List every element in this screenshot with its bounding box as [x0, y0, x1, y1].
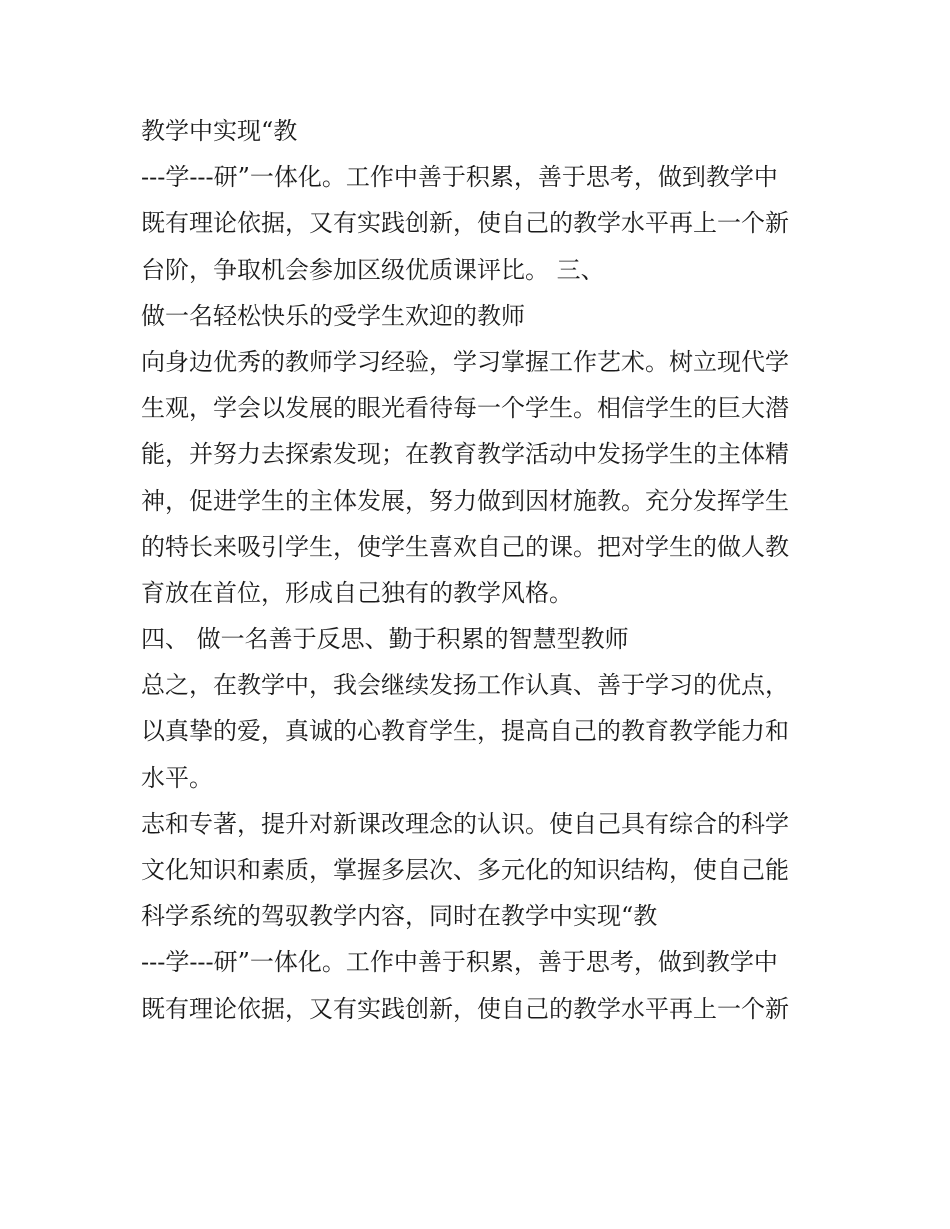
text-line: 科学系统的驾驭教学内容，同时在教学中实现“教 [141, 902, 658, 931]
text-line: 生观，学会以发展的眼光看待每一个学生。相信学生的巨大潜 [141, 394, 789, 423]
section-heading: 做一名轻松快乐的受学生欢迎的教师 [141, 301, 525, 330]
text-line: 向身边优秀的教师学习经验，学习掌握工作艺术。树立现代学 [141, 347, 789, 376]
text-line: 既有理论依据，又有实践创新，使自己的教学水平再上一个新 [141, 994, 789, 1023]
section-heading: 四、 做一名善于反思、勤于积累的智慧型教师 [141, 625, 629, 654]
text-line: 志和专著，提升对新课改理念的认识。使自己具有综合的科学 [141, 809, 789, 838]
text-line: 的特长来吸引学生，使学生喜欢自己的课。把对学生的做人教 [141, 532, 789, 561]
body-text [141, 108, 821, 1032]
text-line: ---学---研”一体化。工作中善于积累，善于思考，做到教学中 [141, 163, 778, 192]
text-line: 能，并努力去探索发现；在教育教学活动中发扬学生的主体精 [141, 440, 789, 469]
text-line: 水平。 [141, 763, 213, 792]
text-line: 文化知识和素质，掌握多层次、多元化的知识结构，使自己能 [141, 856, 789, 884]
text-line: ---学---研”一体化。工作中善于积累，善于思考，做到教学中 [141, 948, 778, 977]
text-line: 神，促进学生的主体发展，努力做到因材施教。充分发挥学生 [141, 486, 789, 515]
text-line: 总之，在教学中，我会继续发扬工作认真、善于学习的优点， [141, 671, 789, 700]
text-line: 以真挚的爱，真诚的心教育学生，提高自己的教育教学能力和 [141, 717, 789, 746]
text-line: 教学中实现“教 [141, 117, 298, 145]
text-line: 既有理论依据，又有实践创新，使自己的教学水平再上一个新 [141, 209, 789, 238]
text-line: 育放在首位，形成自己独有的教学风格。 [141, 578, 573, 607]
text-line: 台阶，争取机会参加区级优质课评比。 三、 [141, 255, 605, 284]
